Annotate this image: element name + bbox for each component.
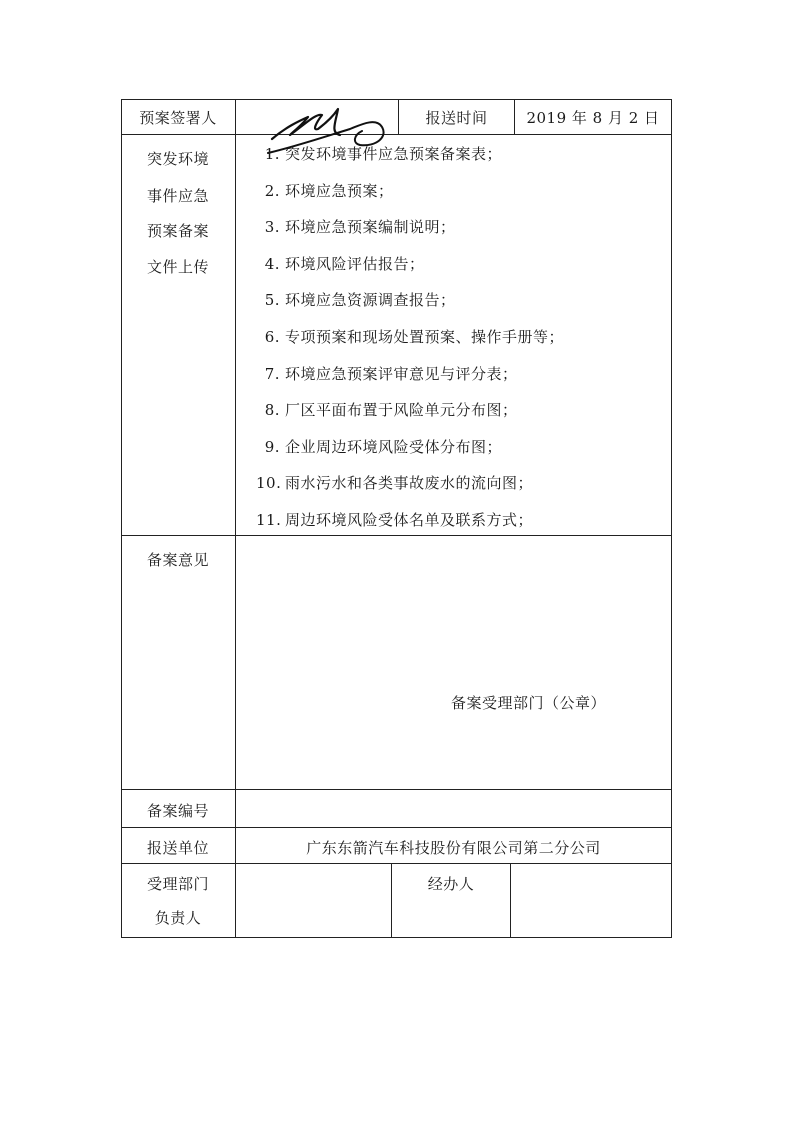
item-number: 11. <box>256 510 282 529</box>
item-text: 厂区平面布置于风险单元分布图； <box>285 401 518 420</box>
item-number: 8. <box>264 401 280 420</box>
item-number: 7. <box>264 364 280 383</box>
item-number: 3. <box>264 218 280 237</box>
list-item <box>256 180 564 217</box>
submit-time-label: 报送时间 <box>425 109 488 127</box>
item-number: 2. <box>264 181 280 200</box>
item-text: 突发环境事件应急预案备案表； <box>285 145 503 163</box>
submit-unit-label: 报送单位 <box>146 839 209 857</box>
item-text: 雨水污水和各类事故废水的流向图； <box>285 474 534 493</box>
list-item <box>256 289 564 326</box>
item-number: 1. <box>264 145 280 163</box>
item-number: 5. <box>264 291 280 310</box>
dept-head-label-line: 负责人 <box>154 909 202 927</box>
item-number: 9. <box>264 437 280 456</box>
rule <box>510 863 511 938</box>
rule <box>121 937 672 938</box>
filing-form <box>121 99 672 938</box>
list-item <box>256 143 564 180</box>
rule <box>121 99 672 100</box>
item-text: 企业周边环境风险受体分布图； <box>285 437 503 456</box>
item-text: 专项预案和现场处置预案、操作手册等； <box>285 327 565 346</box>
rule <box>121 827 672 828</box>
list-item <box>256 399 564 436</box>
list-item <box>256 436 564 473</box>
submit-time-value: 2019 年 8 月 2 日 <box>526 109 660 127</box>
item-text: 周边环境风险受体名单及联系方式； <box>285 510 534 529</box>
signer-label: 预案签署人 <box>139 109 217 127</box>
item-number: 4. <box>264 254 280 273</box>
upload-label-line: 突发环境 <box>146 150 209 168</box>
list-item <box>256 326 564 363</box>
item-text: 环境应急预案编制说明； <box>285 218 456 237</box>
upload-label-line: 预案备案 <box>146 222 209 240</box>
opinion-label: 备案意见 <box>146 551 209 569</box>
record-no-label: 备案编号 <box>146 802 209 820</box>
rule <box>235 99 236 938</box>
dept-head-label-line: 受理部门 <box>146 875 209 893</box>
list-item <box>256 363 564 400</box>
item-text: 环境应急预案评审意见与评分表； <box>285 364 518 383</box>
item-text: 环境风险评估报告； <box>285 254 425 273</box>
item-number: 6. <box>264 327 280 346</box>
list-item <box>256 472 564 509</box>
handler-label: 经办人 <box>427 875 475 893</box>
item-text: 环境应急资源调查报告； <box>285 291 456 310</box>
upload-label-line: 文件上传 <box>146 258 209 276</box>
item-number: 10. <box>256 474 282 493</box>
list-item <box>256 253 564 290</box>
rule <box>671 99 672 938</box>
rule <box>121 863 672 864</box>
list-item <box>256 216 564 253</box>
rule <box>121 789 672 790</box>
list-item <box>256 509 564 546</box>
upload-label-line: 事件应急 <box>146 187 209 205</box>
upload-file-list <box>256 143 564 546</box>
submit-unit-value: 广东东箭汽车科技股份有限公司第二分公司 <box>306 839 601 857</box>
item-text: 环境应急预案； <box>285 181 394 200</box>
opinion-stamp-text: 备案受理部门（公章） <box>451 694 607 712</box>
